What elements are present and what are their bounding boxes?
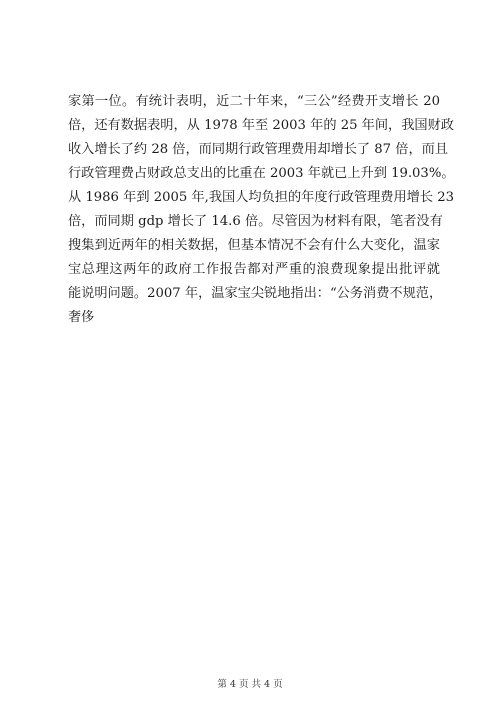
- text-line: 倍，而同期 gdp 增长了 14.6 倍。尽管因为材料有限，笔者没有: [68, 214, 443, 229]
- text-line: 宝总理这两年的政府工作报告都对严重的浪费现象提出批评就: [68, 262, 440, 277]
- text-line: 能说明问题。2007 年，温家宝尖锐地指出：“公务消费不规范，: [68, 286, 443, 301]
- text-line: 收入增长了约 28 倍，而同期行政管理费用却增长了 87 倍，而且: [68, 142, 449, 157]
- text-line: 行政管理费占财政总支出的比重在 2003 年就已上升到 19.03%。: [68, 166, 455, 181]
- body-paragraph: [68, 90, 455, 330]
- text-line: 从 1986 年到 2005 年,我国人均负担的年度行政管理费用增长 23: [68, 190, 454, 205]
- text-line: 倍，还有数据表明，从 1978 年至 2003 年的 25 年间，我国财政: [68, 118, 454, 133]
- text-line: 搜集到近两年的相关数据，但基本情况不会有什么大变化，温家: [68, 238, 440, 253]
- text-line: 奢侈: [68, 310, 95, 325]
- text-line: 家第一位。有统计表明，近二十年来，“三公”经费开支增长 20: [68, 94, 440, 109]
- page-footer: 第 4 页 共 4 页: [217, 679, 283, 690]
